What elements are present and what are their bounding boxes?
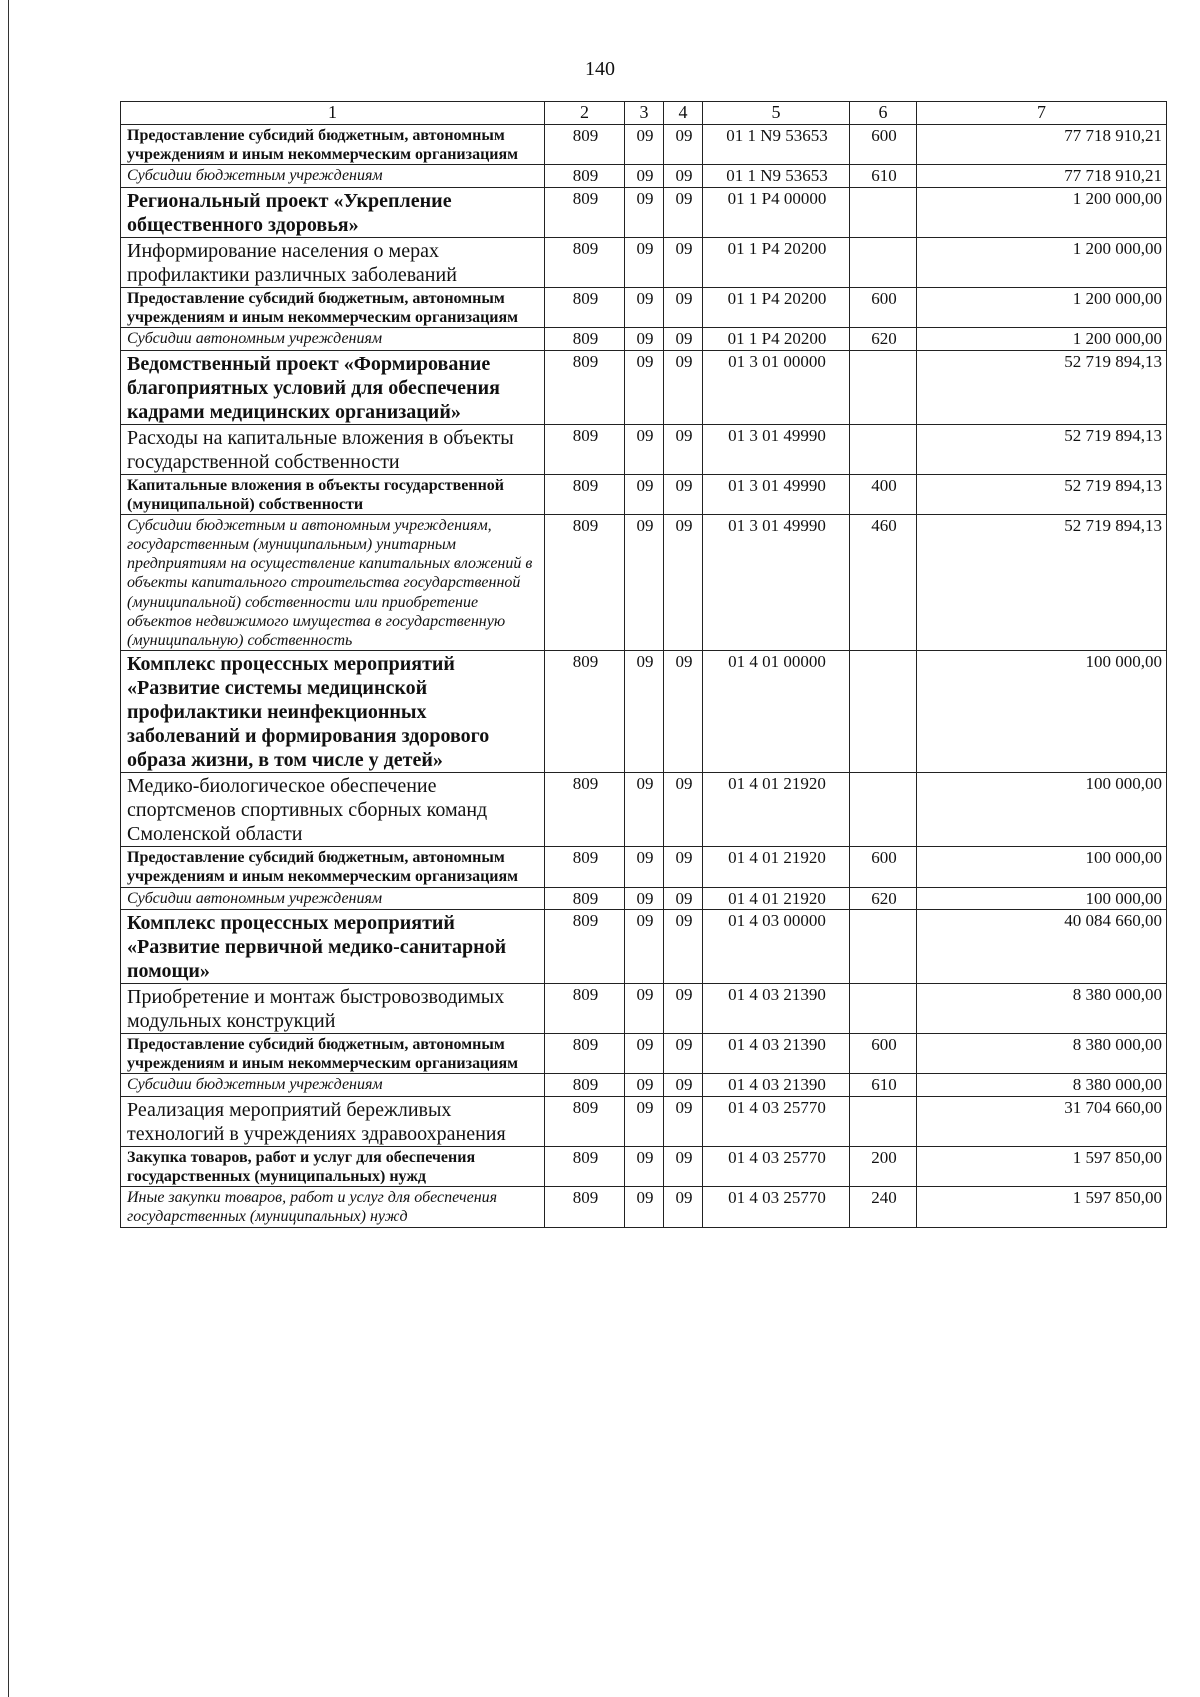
- row-section-code: 09: [625, 287, 664, 327]
- table-row: [121, 847, 1167, 887]
- row-ministry-code: 809: [545, 1074, 625, 1096]
- row-amount: 1 597 850,00: [917, 1187, 1167, 1227]
- row-expense-type-code: 620: [850, 328, 917, 350]
- row-name: Реализация мероприятий бережливых технологий в учреждениях здравоохранения: [121, 1096, 545, 1146]
- row-target-code: 01 3 01 49990: [703, 424, 850, 474]
- row-amount: 8 380 000,00: [917, 1074, 1167, 1096]
- row-section-code: 09: [625, 237, 664, 287]
- row-subsection-code: 09: [664, 350, 703, 424]
- row-name: Предоставление субсидий бюджетным, автономным учреждениям и иным некоммерческим организациям: [121, 125, 545, 165]
- row-ministry-code: 809: [545, 1096, 625, 1146]
- row-expense-type-code: [850, 1096, 917, 1146]
- row-subsection-code: 09: [664, 1146, 703, 1186]
- table-row: [121, 1096, 1167, 1146]
- row-name: Предоставление субсидий бюджетным, автономным учреждениям и иным некоммерческим организациям: [121, 287, 545, 327]
- row-subsection-code: 09: [664, 237, 703, 287]
- row-expense-type-code: [850, 651, 917, 773]
- row-name: Предоставление субсидий бюджетным, автономным учреждениям и иным некоммерческим организациям: [121, 1033, 545, 1073]
- table-row: [121, 773, 1167, 847]
- table-row: [121, 1146, 1167, 1186]
- row-target-code: 01 1 P4 20200: [703, 328, 850, 350]
- column-header: 2: [545, 102, 625, 125]
- row-subsection-code: 09: [664, 847, 703, 887]
- row-expense-type-code: [850, 773, 917, 847]
- row-target-code: 01 1 N9 53653: [703, 165, 850, 187]
- column-header: 6: [850, 102, 917, 125]
- table-row: [121, 125, 1167, 165]
- row-ministry-code: 809: [545, 773, 625, 847]
- row-expense-type-code: [850, 187, 917, 237]
- table-row: [121, 237, 1167, 287]
- row-ministry-code: 809: [545, 187, 625, 237]
- row-section-code: 09: [625, 887, 664, 909]
- table-row: [121, 651, 1167, 773]
- page-number: 140: [585, 58, 615, 80]
- row-ministry-code: 809: [545, 424, 625, 474]
- row-amount: 77 718 910,21: [917, 125, 1167, 165]
- row-ministry-code: 809: [545, 328, 625, 350]
- header-row: [121, 102, 1167, 125]
- row-name: Субсидии автономным учреждениям: [121, 328, 545, 350]
- column-header: 4: [664, 102, 703, 125]
- row-subsection-code: 09: [664, 983, 703, 1033]
- row-name: Субсидии автономным учреждениям: [121, 887, 545, 909]
- row-section-code: 09: [625, 350, 664, 424]
- row-section-code: 09: [625, 125, 664, 165]
- table-row: [121, 514, 1167, 650]
- table-row: [121, 909, 1167, 983]
- row-section-code: 09: [625, 187, 664, 237]
- row-name: Субсидии бюджетным учреждениям: [121, 1074, 545, 1096]
- table-row: [121, 1033, 1167, 1073]
- row-name: Медико-биологическое обеспечение спортсменов спортивных сборных команд Смоленской области: [121, 773, 545, 847]
- row-expense-type-code: 460: [850, 514, 917, 650]
- row-expense-type-code: 240: [850, 1187, 917, 1227]
- row-ministry-code: 809: [545, 1033, 625, 1073]
- row-ministry-code: 809: [545, 1187, 625, 1227]
- row-subsection-code: 09: [664, 328, 703, 350]
- row-expense-type-code: 610: [850, 165, 917, 187]
- row-ministry-code: 809: [545, 474, 625, 514]
- row-name: Предоставление субсидий бюджетным, автономным учреждениям и иным некоммерческим организациям: [121, 847, 545, 887]
- row-ministry-code: 809: [545, 651, 625, 773]
- row-subsection-code: 09: [664, 1096, 703, 1146]
- table-row: [121, 187, 1167, 237]
- table-body: [121, 125, 1167, 1228]
- row-amount: 100 000,00: [917, 651, 1167, 773]
- column-header: 7: [917, 102, 1167, 125]
- table-row: [121, 1187, 1167, 1227]
- row-amount: 31 704 660,00: [917, 1096, 1167, 1146]
- row-amount: 52 719 894,13: [917, 514, 1167, 650]
- row-subsection-code: 09: [664, 773, 703, 847]
- row-subsection-code: 09: [664, 187, 703, 237]
- row-name: Ведомственный проект «Формирование благоприятных условий для обеспечения кадрами медицинских организаций»: [121, 350, 545, 424]
- row-section-code: 09: [625, 983, 664, 1033]
- row-target-code: 01 4 03 21390: [703, 1074, 850, 1096]
- row-subsection-code: 09: [664, 165, 703, 187]
- row-target-code: 01 3 01 00000: [703, 350, 850, 424]
- row-name: Субсидии бюджетным и автономным учреждениям, государственным (муниципальным) унитарным предприятиям на осуществление капитальных вложений в объекты капитального строительства государственной (муниципальной) собственности или приобретение объектов недвижимого имущества в государственную (муниципальную) собственность: [121, 514, 545, 650]
- row-target-code: 01 1 P4 20200: [703, 237, 850, 287]
- row-ministry-code: 809: [545, 909, 625, 983]
- row-ministry-code: 809: [545, 887, 625, 909]
- row-ministry-code: 809: [545, 287, 625, 327]
- row-subsection-code: 09: [664, 1187, 703, 1227]
- table-row: [121, 474, 1167, 514]
- row-amount: 8 380 000,00: [917, 1033, 1167, 1073]
- row-subsection-code: 09: [664, 887, 703, 909]
- row-subsection-code: 09: [664, 514, 703, 650]
- row-name: Закупка товаров, работ и услуг для обеспечения государственных (муниципальных) нужд: [121, 1146, 545, 1186]
- row-amount: 1 200 000,00: [917, 187, 1167, 237]
- row-target-code: 01 1 N9 53653: [703, 125, 850, 165]
- row-subsection-code: 09: [664, 287, 703, 327]
- column-header: 5: [703, 102, 850, 125]
- row-subsection-code: 09: [664, 424, 703, 474]
- row-ministry-code: 809: [545, 1146, 625, 1186]
- table-row: [121, 887, 1167, 909]
- row-amount: 40 084 660,00: [917, 909, 1167, 983]
- left-margin-rule: [8, 0, 9, 1697]
- budget-table: [120, 101, 1167, 1228]
- row-target-code: 01 4 03 25770: [703, 1146, 850, 1186]
- row-expense-type-code: 610: [850, 1074, 917, 1096]
- row-ministry-code: 809: [545, 125, 625, 165]
- table-row: [121, 165, 1167, 187]
- row-target-code: 01 4 03 21390: [703, 983, 850, 1033]
- column-header: 3: [625, 102, 664, 125]
- row-target-code: 01 4 01 21920: [703, 847, 850, 887]
- row-name: Комплекс процессных мероприятий «Развитие первичной медико-санитарной помощи»: [121, 909, 545, 983]
- row-section-code: 09: [625, 1096, 664, 1146]
- row-section-code: 09: [625, 424, 664, 474]
- row-expense-type-code: [850, 424, 917, 474]
- row-amount: 1 597 850,00: [917, 1146, 1167, 1186]
- row-name: Комплекс процессных мероприятий «Развитие системы медицинской профилактики неинфекционных заболеваний и формирования здорового образа жизни, в том числе у детей»: [121, 651, 545, 773]
- row-section-code: 09: [625, 651, 664, 773]
- row-expense-type-code: 600: [850, 125, 917, 165]
- row-section-code: 09: [625, 514, 664, 650]
- row-subsection-code: 09: [664, 909, 703, 983]
- row-target-code: 01 4 03 00000: [703, 909, 850, 983]
- row-name: Иные закупки товаров, работ и услуг для обеспечения государственных (муниципальных) нужд: [121, 1187, 545, 1227]
- row-ministry-code: 809: [545, 237, 625, 287]
- row-amount: 8 380 000,00: [917, 983, 1167, 1033]
- row-section-code: 09: [625, 909, 664, 983]
- row-ministry-code: 809: [545, 350, 625, 424]
- table-row: [121, 350, 1167, 424]
- table-row: [121, 328, 1167, 350]
- row-ministry-code: 809: [545, 165, 625, 187]
- row-name: Субсидии бюджетным учреждениям: [121, 165, 545, 187]
- row-expense-type-code: [850, 350, 917, 424]
- table-row: [121, 424, 1167, 474]
- row-target-code: 01 4 01 21920: [703, 773, 850, 847]
- row-ministry-code: 809: [545, 983, 625, 1033]
- row-target-code: 01 4 03 21390: [703, 1033, 850, 1073]
- row-section-code: 09: [625, 1074, 664, 1096]
- row-subsection-code: 09: [664, 651, 703, 773]
- row-subsection-code: 09: [664, 1033, 703, 1073]
- row-section-code: 09: [625, 328, 664, 350]
- row-expense-type-code: 620: [850, 887, 917, 909]
- row-subsection-code: 09: [664, 125, 703, 165]
- row-expense-type-code: 600: [850, 1033, 917, 1073]
- row-target-code: 01 1 P4 20200: [703, 287, 850, 327]
- row-expense-type-code: [850, 909, 917, 983]
- row-subsection-code: 09: [664, 474, 703, 514]
- row-amount: 100 000,00: [917, 887, 1167, 909]
- row-expense-type-code: 600: [850, 847, 917, 887]
- row-section-code: 09: [625, 847, 664, 887]
- row-target-code: 01 4 01 21920: [703, 887, 850, 909]
- row-ministry-code: 809: [545, 514, 625, 650]
- row-name: Региональный проект «Укрепление общественного здоровья»: [121, 187, 545, 237]
- row-amount: 52 719 894,13: [917, 474, 1167, 514]
- row-target-code: 01 3 01 49990: [703, 474, 850, 514]
- row-target-code: 01 4 03 25770: [703, 1096, 850, 1146]
- row-expense-type-code: 600: [850, 287, 917, 327]
- table-row: [121, 287, 1167, 327]
- row-target-code: 01 4 03 25770: [703, 1187, 850, 1227]
- row-section-code: 09: [625, 474, 664, 514]
- table-row: [121, 983, 1167, 1033]
- row-expense-type-code: 200: [850, 1146, 917, 1186]
- row-name: Расходы на капитальные вложения в объекты государственной собственности: [121, 424, 545, 474]
- row-amount: 1 200 000,00: [917, 287, 1167, 327]
- row-section-code: 09: [625, 1187, 664, 1227]
- row-amount: 100 000,00: [917, 847, 1167, 887]
- row-section-code: 09: [625, 1146, 664, 1186]
- row-name: Капитальные вложения в объекты государственной (муниципальной) собственности: [121, 474, 545, 514]
- table-row: [121, 1074, 1167, 1096]
- row-amount: 77 718 910,21: [917, 165, 1167, 187]
- row-subsection-code: 09: [664, 1074, 703, 1096]
- row-expense-type-code: 400: [850, 474, 917, 514]
- row-name: Приобретение и монтаж быстровозводимых модульных конструкций: [121, 983, 545, 1033]
- row-section-code: 09: [625, 165, 664, 187]
- row-ministry-code: 809: [545, 847, 625, 887]
- row-amount: 1 200 000,00: [917, 237, 1167, 287]
- row-expense-type-code: [850, 237, 917, 287]
- row-target-code: 01 3 01 49990: [703, 514, 850, 650]
- row-amount: 52 719 894,13: [917, 350, 1167, 424]
- row-target-code: 01 1 P4 00000: [703, 187, 850, 237]
- column-header: 1: [121, 102, 545, 125]
- row-amount: 1 200 000,00: [917, 328, 1167, 350]
- row-amount: 100 000,00: [917, 773, 1167, 847]
- row-name: Информирование населения о мерах профилактики различных заболеваний: [121, 237, 545, 287]
- row-expense-type-code: [850, 983, 917, 1033]
- row-target-code: 01 4 01 00000: [703, 651, 850, 773]
- row-section-code: 09: [625, 1033, 664, 1073]
- row-amount: 52 719 894,13: [917, 424, 1167, 474]
- row-section-code: 09: [625, 773, 664, 847]
